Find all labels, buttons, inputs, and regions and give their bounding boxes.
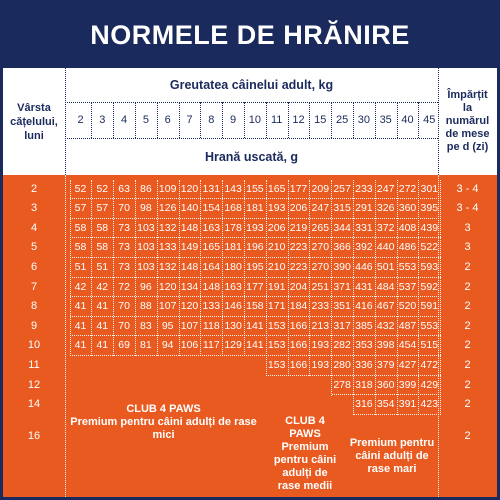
food-cell: 166 [289,358,308,371]
meals-cell: 2 [464,300,471,313]
food-cell: 132 [158,260,177,273]
weight-tick: 30 [357,114,371,126]
food-cell: 181 [246,202,264,215]
food-cell: 191 [267,280,286,293]
food-cell: 83 [140,319,152,332]
food-cell: 177 [289,182,308,195]
grid-line [70,218,441,219]
food-cell: 372 [376,221,395,234]
grid-line [244,180,245,356]
food-cell: 148 [180,260,199,273]
age-cell: 16 [27,429,41,442]
meals-cell: 2 [464,378,471,391]
grid-line [397,180,398,415]
food-cell: 143 [224,182,242,195]
food-cell: 141 [246,339,264,352]
food-cell: 103 [137,260,155,273]
food-cell: 432 [376,319,395,332]
age-cell: 11 [28,358,40,371]
food-cell: 265 [311,221,330,234]
food-cell: 57 [96,202,109,215]
food-cell: 371 [333,280,351,293]
food-cell: 423 [420,398,439,411]
weight-divider [113,102,114,138]
food-cell: 103 [137,241,155,254]
weight-divider [179,102,180,138]
food-cell: 168 [224,202,242,215]
food-cell: 206 [267,221,286,234]
table-body [3,175,497,497]
weight-tick: 4 [121,114,128,126]
food-cell: 278 [333,378,351,391]
food-cell: 120 [158,280,177,293]
grid-line [179,180,180,356]
food-cell: 385 [355,319,373,332]
grid-line [70,335,441,336]
food-cell: 107 [158,300,177,313]
weight-tick: 15 [314,114,327,126]
grid-line [157,180,158,356]
meals-cell: 2 [464,358,471,371]
food-cell: 41 [96,300,109,313]
weight-divider [288,102,289,138]
food-cell: 416 [355,300,373,313]
food-cell: 41 [74,339,87,352]
weight-tick: 45 [423,114,436,126]
club-large-desc: Premium pentru câini adulți de rase mari [349,437,435,475]
food-cell: 129 [224,339,242,352]
food-cell: 399 [398,378,417,391]
food-cell: 171 [267,300,286,313]
grid-line [332,394,441,395]
grid-line [70,180,71,356]
weight-tick: 9 [230,114,237,126]
grid-line [70,316,441,317]
food-cell: 206 [289,202,308,215]
food-cell: 360 [398,202,417,215]
food-cell: 193 [246,221,264,234]
grid-line [70,198,441,199]
food-cell: 133 [158,241,177,254]
food-cell: 103 [137,221,155,234]
weight-divider [222,102,223,138]
food-cell: 592 [420,280,439,293]
row-divider [438,175,439,497]
grid-line [331,180,332,396]
weight-tick: 12 [292,114,305,126]
club-medium-label [270,415,340,493]
food-cell: 431 [355,280,373,293]
weight-divider [266,102,267,138]
food-cell: 140 [180,202,199,215]
food-cell: 70 [118,319,130,332]
weight-tick: 3 [99,114,106,126]
food-cell: 501 [376,260,395,273]
food-cell: 429 [420,378,439,391]
food-cell: 148 [180,221,199,234]
food-cell: 94 [161,339,174,352]
food-cell: 553 [420,319,439,332]
food-cell: 193 [311,358,330,371]
food-cell: 81 [140,339,152,352]
header-divider [65,68,66,175]
grid-line [418,180,419,415]
weight-tick: 35 [379,114,392,126]
food-cell: 223 [289,260,308,273]
weight-divider [375,102,376,138]
food-cell: 126 [158,202,177,215]
food-cell: 344 [333,221,351,234]
food-cell: 379 [376,358,395,371]
food-cell: 515 [420,339,439,352]
grid-line [200,180,201,356]
grid-line [70,296,441,297]
food-cell: 153 [267,319,286,332]
weight-tick: 10 [248,114,262,126]
food-cell: 196 [246,241,264,254]
food-cell: 41 [74,319,87,332]
food-cell: 209 [311,182,330,195]
club-small-desc: Premium pentru câini adulți de rase mici [70,416,257,441]
food-cell: 133 [202,300,221,313]
food-cell: 392 [355,241,373,254]
weight-divider [309,102,310,138]
food-cell: 42 [74,280,87,293]
food-cell: 98 [140,202,152,215]
grid-line [266,375,440,376]
grid-line [91,180,92,356]
food-cell: 247 [376,182,395,195]
meals-cell: 2 [464,429,471,442]
meals-cell: 3 [464,221,471,234]
age-cell: 7 [30,280,38,293]
food-cell: 120 [180,182,199,195]
food-cell: 257 [333,182,351,195]
grid-line [266,180,267,376]
food-cell: 446 [355,260,373,273]
food-cell: 391 [398,398,417,411]
food-cell: 106 [180,339,199,352]
meals-header: Împărțit la numărul de mese pe d (zi) [445,89,490,153]
food-cell: 593 [420,260,439,273]
meals-cell: 2 [464,280,471,293]
grid-line [70,355,441,356]
food-cell: 69 [118,339,130,352]
food-cell: 164 [202,260,221,273]
weight-divider [331,102,332,138]
weight-tick: 11 [270,114,283,126]
food-cell: 153 [267,358,286,371]
food-cell: 86 [140,182,152,195]
meals-cell: 2 [464,339,471,352]
header-divider [65,138,438,139]
food-cell: 553 [398,260,417,273]
club-medium-title: CLUB 4 PAWS [285,415,325,440]
meals-cell: 3 - 4 [456,202,479,215]
food-cell: 184 [289,300,308,313]
food-cell: 439 [420,221,439,234]
age-cell: 8 [30,300,38,313]
grid-line [288,180,289,376]
food-cell: 130 [224,319,242,332]
food-cell: 193 [267,202,286,215]
food-cell: 193 [311,339,330,352]
food-header: Hrană uscată, g [204,149,299,164]
food-cell: 204 [289,280,308,293]
food-cell: 213 [311,319,330,332]
age-cell: 9 [30,319,38,332]
food-cell: 177 [246,280,264,293]
grid-line [440,180,441,415]
age-cell: 10 [27,339,41,352]
food-cell: 318 [355,378,373,391]
weight-divider [91,102,92,138]
food-cell: 141 [246,319,264,332]
weight-divider [244,102,245,138]
grid-line [70,257,441,258]
meals-cell: 3 - 4 [456,182,479,195]
food-cell: 520 [398,300,417,313]
food-cell: 398 [376,339,395,352]
food-cell: 210 [267,241,286,254]
age-cell: 2 [30,182,38,195]
food-cell: 118 [202,319,220,332]
weight-divider [200,102,201,138]
food-cell: 107 [180,319,199,332]
grid-line [309,180,310,376]
food-cell: 63 [118,182,130,195]
food-cell: 353 [355,339,373,352]
food-cell: 70 [118,300,130,313]
food-cell: 96 [140,280,152,293]
food-cell: 427 [398,358,417,371]
food-cell: 270 [311,260,330,273]
food-cell: 109 [158,182,177,195]
food-cell: 336 [355,358,373,371]
food-cell: 591 [420,300,439,313]
food-cell: 282 [333,339,351,352]
weight-divider [157,102,158,138]
age-cell: 4 [30,221,38,234]
grid-line [70,237,441,238]
food-cell: 537 [398,280,417,293]
food-cell: 454 [398,339,417,352]
food-cell: 223 [289,241,308,254]
food-cell: 351 [333,300,351,313]
weight-divider [418,102,419,138]
food-cell: 95 [161,319,174,332]
food-cell: 72 [118,280,130,293]
food-cell: 219 [289,221,308,234]
club-large-label [348,437,436,476]
food-cell: 166 [289,319,308,332]
food-cell: 88 [140,300,152,313]
food-cell: 41 [96,319,109,332]
food-cell: 233 [311,300,330,313]
food-cell: 41 [74,300,87,313]
food-cell: 120 [180,300,199,313]
food-cell: 326 [376,202,395,215]
food-cell: 51 [74,260,87,273]
food-cell: 472 [420,358,439,371]
grid-line [222,180,223,356]
food-cell: 486 [398,241,417,254]
food-cell: 132 [158,221,177,234]
weight-tick: 5 [142,114,149,126]
food-cell: 166 [289,339,308,352]
food-cell: 131 [202,182,221,195]
food-cell: 210 [267,260,286,273]
food-cell: 58 [96,241,109,254]
food-cell: 149 [180,241,199,254]
food-cell: 57 [74,202,87,215]
table-header [3,68,497,175]
food-cell: 41 [96,339,109,352]
food-cell: 272 [398,182,417,195]
food-cell: 316 [355,398,373,411]
food-cell: 195 [246,260,264,273]
food-cell: 467 [376,300,395,313]
food-cell: 484 [376,280,395,293]
food-cell: 390 [333,260,351,273]
food-cell: 522 [420,241,439,254]
food-cell: 354 [376,398,395,411]
food-cell: 280 [333,358,351,371]
meals-cell: 2 [464,260,471,273]
weight-header: Greutatea câinelui adult, kg [169,78,334,92]
age-cell: 5 [30,241,38,254]
food-cell: 155 [246,182,264,195]
food-cell: 146 [224,300,242,313]
food-cell: 487 [398,319,417,332]
food-cell: 408 [398,221,417,234]
club-small-label [65,403,262,442]
food-cell: 165 [267,182,286,195]
food-cell: 51 [96,260,109,273]
food-cell: 73 [118,241,130,254]
grid-line [353,414,440,415]
food-cell: 58 [96,221,109,234]
food-cell: 178 [224,221,242,234]
food-cell: 251 [311,280,330,293]
weight-tick: 8 [208,114,215,126]
club-small-title: CLUB 4 PAWS [126,403,201,415]
grid-line [375,180,376,415]
food-cell: 181 [224,241,242,254]
weight-divider [135,102,136,138]
weight-divider [353,102,354,138]
weight-tick: 7 [186,114,193,126]
weight-tick: 2 [77,114,84,126]
weight-divider [397,102,398,138]
food-cell: 247 [311,202,330,215]
food-cell: 58 [74,241,87,254]
food-cell: 395 [420,202,439,215]
weight-tick: 25 [335,114,349,126]
age-cell: 6 [30,260,38,273]
meals-cell: 2 [464,398,471,411]
food-cell: 315 [333,202,351,215]
food-cell: 117 [202,339,220,352]
grid-line [353,180,354,415]
food-cell: 165 [202,241,221,254]
age-header: Vârsta cățelului, luni [10,101,58,142]
food-cell: 331 [355,221,373,234]
food-cell: 233 [355,182,373,195]
food-cell: 73 [118,260,130,273]
food-cell: 366 [333,241,351,254]
age-cell: 12 [27,378,41,391]
food-cell: 58 [74,221,87,234]
food-cell: 163 [224,280,242,293]
food-cell: 42 [96,280,109,293]
weight-tick: 40 [401,114,414,126]
food-cell: 317 [333,319,351,332]
food-cell: 291 [355,202,373,215]
meals-cell: 3 [464,241,471,254]
food-cell: 73 [118,221,130,234]
meals-cell: 2 [464,319,471,332]
age-cell: 3 [30,202,38,215]
food-cell: 180 [224,260,242,273]
club-medium-desc: Premium pentru câini adulți de rase medii [273,441,337,492]
grid-line [113,180,114,356]
food-cell: 158 [246,300,264,313]
food-cell: 301 [420,182,439,195]
food-cell: 70 [118,202,130,215]
weight-tick: 6 [164,114,171,126]
food-cell: 153 [267,339,286,352]
food-cell: 270 [311,241,330,254]
food-cell: 52 [96,182,109,195]
food-cell: 163 [202,221,221,234]
food-cell: 148 [202,280,221,293]
food-cell: 154 [202,202,221,215]
row-divider [65,175,66,497]
food-cell: 360 [376,378,395,391]
food-cell: 134 [180,280,199,293]
food-cell: 440 [376,241,395,254]
page-title: NORMELE DE HRĂNIRE [3,3,497,68]
food-cell: 52 [74,182,87,195]
age-cell: 14 [27,398,41,411]
grid-line [70,277,441,278]
grid-line [135,180,136,356]
